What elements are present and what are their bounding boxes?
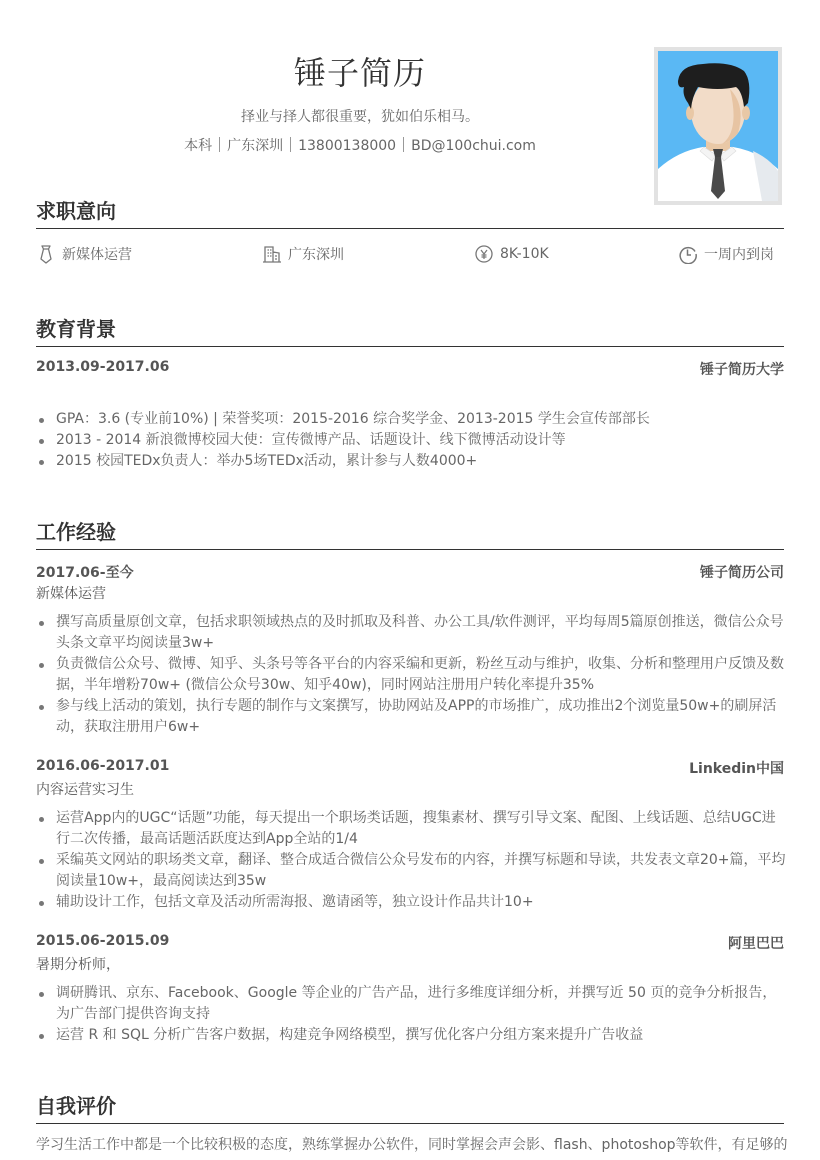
section-divider xyxy=(36,1123,784,1124)
list-item: GPA：3.6 (专业前10%) | 荣誉奖项：2015-2016 综合奖学金、2013-2015 学生会宣传部部长 xyxy=(36,409,788,430)
intent-salary-label: 8K-10K xyxy=(500,246,549,262)
section-title-education: 教育背景 xyxy=(36,317,116,341)
clock-icon xyxy=(678,244,698,264)
divider xyxy=(219,137,220,152)
job-date: 2016.06-2017.01 xyxy=(36,758,170,774)
list-item: 2015 校园TEDx负责人：举办5场TEDx活动，累计参与人数4000+ xyxy=(36,451,788,472)
contact-line xyxy=(120,135,600,155)
intent-salary xyxy=(474,243,549,265)
job-row xyxy=(36,562,784,582)
section-divider xyxy=(36,549,784,550)
section-title-intent: 求职意向 xyxy=(36,199,116,223)
job-role: 新媒体运营 xyxy=(36,586,106,602)
job-bullets xyxy=(36,612,788,738)
divider xyxy=(403,137,404,152)
section-title-self-eval: 自我评价 xyxy=(36,1094,116,1118)
intent-location-label: 广东深圳 xyxy=(288,247,344,263)
list-item: 调研腾讯、京东、Facebook、Google 等企业的广告产品，进行多维度详细分析，并撰写近 50 页的竞争分析报告，为广告部门提供咨询支持 xyxy=(36,983,788,1025)
job-bullets xyxy=(36,983,788,1046)
education-bullets xyxy=(36,409,788,472)
intent-availability xyxy=(678,243,774,265)
section-title-work: 工作经验 xyxy=(36,520,116,544)
list-item: 运营 R 和 SQL 分析广告客户数据，构建竞争网络模型，撰写优化客户分组方案来提升广告收益 xyxy=(36,1025,788,1046)
avatar-illustration xyxy=(658,51,778,201)
self-eval-text: 学习生活工作中都是一个比较积极的态度，熟练掌握办公软件，同时掌握会声会影、flash、photoshop等软件，有足够的 xyxy=(36,1137,788,1153)
job-date: 2017.06-至今 xyxy=(36,565,134,581)
list-item: 采编英文网站的职场类文章，翻译、整合成适合微信公众号发布的内容，并撰写标题和导读，共发表文章20+篇，平均阅读量10w+，最高阅读达到35w xyxy=(36,850,788,892)
job-role: 暑期分析师， xyxy=(36,957,120,973)
intent-location xyxy=(262,243,344,265)
job-bullets xyxy=(36,808,788,913)
job-company: 阿里巴巴 xyxy=(728,936,784,952)
avatar-photo xyxy=(654,47,782,205)
list-item: 辅助设计工作，包括文章及活动所需海报、邀请函等，独立设计作品共计10+ xyxy=(36,892,788,913)
yen-icon xyxy=(474,244,494,264)
job-date: 2015.06-2015.09 xyxy=(36,933,170,949)
resume-header xyxy=(0,0,820,215)
list-item: 撰写高质量原创文章，包括求职领域热点的及时抓取及科普、办公工具/软件测评，平均每周5篇原创推送，微信公众号头条文章平均阅读量3w+ xyxy=(36,612,788,654)
degree: 本科 xyxy=(184,138,213,154)
job-company: 锤子简历公司 xyxy=(700,565,784,581)
job-role: 内容运营实习生 xyxy=(36,782,134,798)
intent-position xyxy=(36,243,132,265)
building-icon xyxy=(262,244,282,264)
list-item: 2013 - 2014 新浪微博校园大使：宣传微博产品、话题设计、线下微博活动设计等 xyxy=(36,430,788,451)
job-row xyxy=(36,758,784,778)
tie-icon xyxy=(36,244,56,264)
email: BD@100chui.com xyxy=(411,138,536,154)
resume-name: 锤子简历 xyxy=(293,54,426,92)
location: 广东深圳 xyxy=(227,138,284,154)
education-school: 锤子简历大学 xyxy=(700,362,784,378)
education-date: 2013.09-2017.06 xyxy=(36,359,170,375)
intent-position-label: 新媒体运营 xyxy=(62,247,132,263)
resume-motto: 择业与择人都很重要，犹如伯乐相马。 xyxy=(241,109,479,125)
section-divider xyxy=(36,228,784,229)
section-divider xyxy=(36,346,784,347)
list-item: 参与线上活动的策划，执行专题的制作与文案撰写，协助网站及APP的市场推广，成功推出2个浏览量50w+的刷屏活动，获取注册用户6w+ xyxy=(36,696,788,738)
education-row xyxy=(36,359,784,379)
job-row xyxy=(36,933,784,953)
phone: 13800138000 xyxy=(298,138,397,154)
job-company: Linkedin中国 xyxy=(689,761,784,777)
divider xyxy=(290,137,291,152)
list-item: 运营App内的UGC“话题”功能，每天提出一个职场类话题，搜集素材、撰写引导文案、配图、上线话题、总结UGC进行二次传播，最高话题活跃度达到App全站的1/4 xyxy=(36,808,788,850)
list-item: 负责微信公众号、微博、知乎、头条号等各平台的内容采编和更新，粉丝互动与维护，收集、分析和整理用户反馈及数据，半年增粉70w+ (微信公众号30w、知乎40w)，同时网站注册用户转化率提升35% xyxy=(36,654,788,696)
intent-availability-label: 一周内到岗 xyxy=(704,247,774,263)
